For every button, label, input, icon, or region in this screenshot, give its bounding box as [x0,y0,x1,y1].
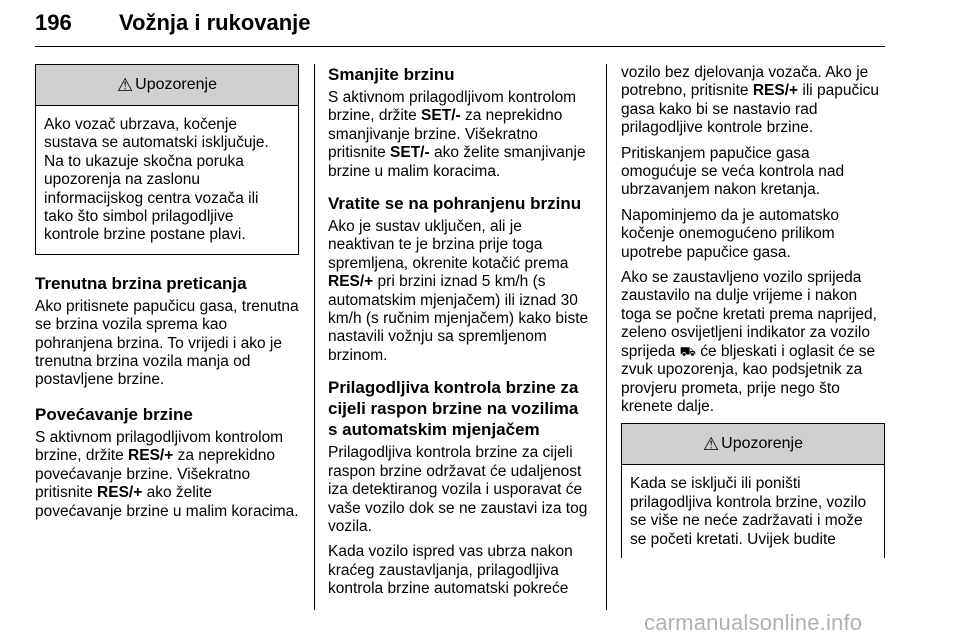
warning-header [36,65,298,106]
paragraph: vozilo bez djelovanja vozača. Ako je potrebno, pritisnite RES/+ ili papučicu gasa kako bi se nastavio rad prilagodljive kontrole brzine. [621,64,880,137]
control-label: SET/- [421,107,461,125]
paragraph: Ako se zaustavljeno vozilo sprijeda zaustavilo na dulje vrijeme i nakon toga se počne kretati prema naprijed, zeleno osvijetljeni indikator za vozilo sprijeda ⛟ će bljeskati i oglasit će se zvuk upozorenja, kao podsjetnik za provjeru prometa, prije nego što krenete dalje. [621,269,877,415]
section-heading: Smanjite brzinu [328,65,455,84]
chapter-title: Vožnja i rukovanje [119,10,311,35]
column-divider [314,64,315,610]
warning-triangle-icon: ⚠ [703,434,720,455]
control-label: RES/+ [128,447,174,465]
paragraph: Pritiskanjem papučice gasa omogućuje se veća kontrola nad ubrzavanjem nakon kretanja. [621,144,845,199]
warning-title: Upozorenje [721,435,803,453]
header-divider [35,46,885,47]
column-divider [606,64,607,610]
control-label: SET/- [390,144,430,162]
warning-box [35,64,299,255]
warning-box [621,423,885,558]
paragraph: S aktivnom prilagodljivom kontrolom brzine, držite RES/+ za neprekidno povećavanje brzine. Višekratno pritisnite RES/+ ako želite povećavanje brzine u malim koracima. [35,428,299,520]
page-number: 196 [35,10,72,35]
watermark: carmanualsonline.info [644,610,863,635]
control-label: RES/+ [328,273,374,291]
paragraph: S aktivnom prilagodljivom kontrolom brzine, držite SET/- za neprekidno smanjivanje brzine. Višekratno pritisnite SET/- ako želite smanjivanje brzine u malim koracima. [328,89,586,180]
paragraph: Ako pritisnete papučicu gasa, trenutna se brzina vozila sprema kao pohranjena brzina. To vrijedi i ako je trenutna brzina vozila manja od postavljene brzine. [35,297,299,389]
paragraph: Ako je sustav uključen, ali je neaktivan te je brzina prije toga spremljena, okrenite kotačić prema RES/+ pri brzini iznad 5 km/h (s automatskim mjenjačem) ili iznad 30 km/h (s ručnim mjenjačem) kako biste nastavili vožnju sa spremljenom brzinom. [328,218,589,364]
section-heading: Prilagodljiva kontrola brzine za cijeli raspon brzine na vozilima s automatskim mjenjačem [328,378,579,440]
section-heading: Trenutna brzina preticanja [35,273,247,293]
paragraph: Kada vozilo ispred vas ubrza nakon kraćeg zaustavljanja, prilagodljiva kontrola brzine automatski pokreće [328,543,573,598]
page-header [35,4,885,46]
control-label: RES/+ [752,82,799,100]
warning-text: Kada se isključi ili poništi prilagodljiva kontrola brzine, vozilo se više ne neće zadržavati i može se početi kretati. Uvijek budite [630,475,867,548]
paragraph: Prilagodljiva kontrola brzine za cijeli raspon brzine održavat će udaljenost iza detektiranog vozila i usporavat će vaše vozilo dok se ne zaustavi iza tog vozila. [328,444,588,535]
column-2 [328,64,592,606]
warning-text: Ako vozač ubrzava, kočenje sustava se automatski isključuje. Na to ukazuje skočna poruka upozorenja na zaslonu informacijskog centra vozača ili tako što simbol prilagodljive kontrole brzine postane plavi. [44,116,269,244]
control-label: RES/+ [97,484,143,502]
paragraph: Napominjemo da je automatsko kočenje onemogućeno prilikom upotrebe papučice gasa. [621,206,839,261]
column-1 [35,64,299,528]
vehicle-ahead-icon: ⛟ [679,343,696,359]
column-3 [621,64,885,558]
warning-triangle-icon: ⚠ [117,74,134,95]
section-heading: Vratite se na pohranjenu brzinu [328,194,582,214]
section-heading: Povećavanje brzine [35,404,193,424]
warning-title: Upozorenje [135,75,217,93]
warning-header [622,424,884,465]
